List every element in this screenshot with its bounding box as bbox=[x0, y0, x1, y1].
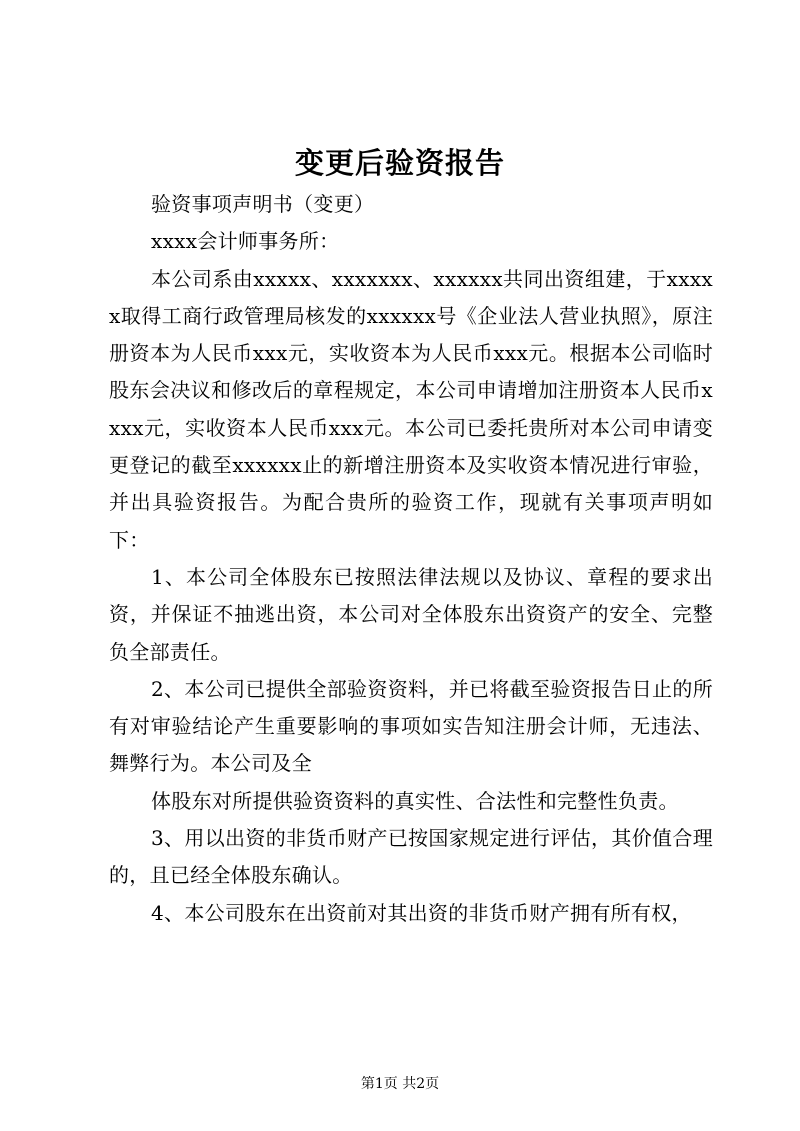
page-footer bbox=[0, 1074, 800, 1094]
document-body bbox=[109, 186, 713, 932]
paragraph-item-2: 2、本公司已提供全部验资资料，并已将截至验资报告日止的所有对审验结论产生重要影响的事项如实告知注册会计师，无违法、舞弊行为。本公司及全 bbox=[109, 676, 713, 776]
paragraph-declaration-heading: 验资事项声明书（变更） bbox=[151, 192, 375, 216]
paragraph-item-4: 4、本公司股东在出资前对其出资的非货币财产拥有所有权， bbox=[151, 900, 692, 925]
paragraph-item-1: 1、本公司全体股东已按照法律法规以及协议、章程的要求出资，并保证不抽逃出资，本公司对全体股东出资资产的安全、完整负全部责任。 bbox=[109, 564, 713, 664]
document-title: 变更后验资报告 bbox=[294, 146, 505, 180]
page-number-indicator: 第1页 共2页 bbox=[360, 1076, 440, 1092]
paragraph-item-3: 3、用以出资的非货币财产已按国家规定进行评估，其价值合理的，且已经全体股东确认。 bbox=[109, 826, 713, 888]
paragraph-addressee: xxxx会计师事务所： bbox=[151, 229, 340, 254]
paragraph-item-2-continued: 体股东对所提供验资资料的真实性、合法性和完整性负责。 bbox=[151, 788, 679, 813]
paragraph-intro: 本公司系由xxxxx、xxxxxxx、xxxxxx共同出资组建，于xxxxx取得工商行政管理局核发的xxxxxx号《企业法人营业执照》，原注册资本为人民币xxx元，实收资本为人民币xxx元。根据本公司临时股东会决议和修改后的章程规定，本公司申请增加注册资本人民币xxxx元，实收资本人民币xxx元。本公司已委托贵所对本公司申请变更登记的截至xxxxxx止的新增注册资本及实收资本情况进行审验，并出具验资报告。为配合贵所的验资工作，现就有关事项声明如下： bbox=[109, 266, 713, 552]
